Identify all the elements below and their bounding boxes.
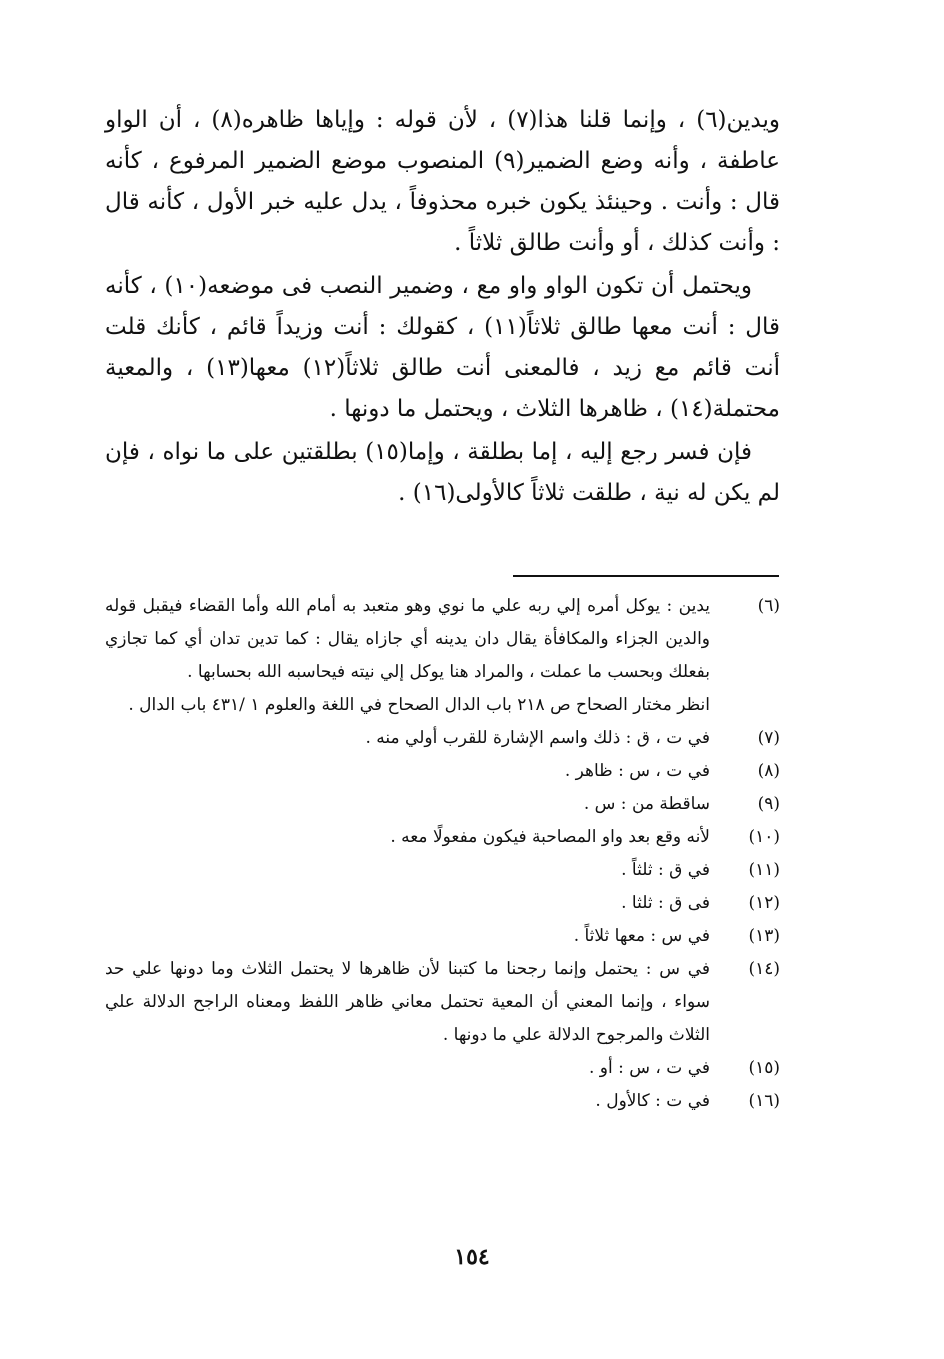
page-number: ١٥٤ [454,1244,490,1270]
footnote-number: (٩) [757,794,780,814]
footnote-number: (١٣) [748,926,780,946]
footnote-number: (١١) [748,860,780,880]
footnote-9 [105,788,780,821]
footnote-text: في س : يحتمل وإنما رجحنا ما كتبنا لأن ظاهرها لا يحتمل الثلاث وما دونها علي حد سواء ، وإنما المعني أن المعية تحتمل معاني ظاهر اللفظ ومعناه الراجح الدلالة علي الثلاث والمرجوح الدلالة علي ما دونها . [105,959,710,1045]
footnote-number: (١٢) [748,893,780,913]
footnote-12 [105,887,780,920]
footnote-text: ساقطة من : س . [583,794,710,814]
footnote-6-reference [105,689,780,722]
footnote-number: (٧) [757,728,780,748]
footnote-text: فى ق : ثلثا . [621,893,710,913]
footnote-separator [513,575,779,577]
footnote-text: في ت : كالأول . [595,1091,710,1111]
footnote-number: (٨) [757,761,780,781]
footnote-text: في ت ، س : أو . [588,1058,710,1078]
footnote-10 [105,821,780,854]
footnote-15 [105,1052,780,1085]
footnote-text: لأنه وقع بعد واو المصاحبة فيكون مفعولًا معه . [390,827,710,847]
footnote-8 [105,755,780,788]
footnote-text: يدين : يوكل أمره إلي ربه علي ما نوي وهو متعبد به أمام الله وأما القضاء فيقبل قوله والدين الجزاء والمكافأة يقال دان يدينه أي جازاه يقال : كما تدين تدان أي كما تجازي بفعلك وبحسب ما عملت ، والمراد هنا يوكل إلي نيته فيحاسبه الله بحسابها . [105,596,710,682]
footnote-text: في ق : ثلثاً . [621,860,710,880]
footnote-text: في س : معها ثلاثاً . [573,926,710,946]
footnote-text: انظر مختار الصحاح ص ٢١٨ باب الدال الصحاح في اللغة والعلوم ١ /٤٣١ باب الدال . [128,695,710,715]
footnote-text: في ت ، ق : ذلك واسم الإشارة للقرب أولي منه . [365,728,710,748]
footnote-number: (١٤) [748,959,780,979]
footnote-number: (١٠) [748,827,780,847]
main-text [105,100,780,516]
footnote-7 [105,722,780,755]
footnote-6 [105,590,780,689]
footnote-14 [105,953,780,1052]
footnote-13 [105,920,780,953]
footnote-16 [105,1085,780,1118]
footnote-number: (٦) [757,596,780,616]
footnote-number: (١٦) [748,1091,780,1111]
footnotes [105,590,780,1118]
footnote-11 [105,854,780,887]
body-paragraph-1: ويدين(٦) ، وإنما قلنا هذا(٧) ، لأن قوله : وإياها ظاهره(٨) ، أن الواو عاطفة ، وأنه وضع الضمير(٩) المنصوب موضع الضمير المرفوع ، كأنه قال : وأنت . وحينئذ يكون خبره محذوفاً ، يدل عليه خبر الأول ، كأنه قال : وأنت كذلك ، أو وأنت طالق ثلاثاً . [105,107,781,256]
footnote-text: في ت ، س : ظاهر . [564,761,710,781]
body-paragraph-3: فإن فسر رجع إليه ، إما بطلقة ، وإما(١٥) بطلقتين على ما نواه ، فإن لم يكن له نية ، طلقت ثلاثاً كالأولى(١٦) . [105,439,780,506]
footnote-number: (١٥) [748,1058,780,1078]
body-paragraph-2: ويحتمل أن تكون الواو واو مع ، وضمير النصب فى موضعه(١٠) ، كأنه قال : أنت معها طالق ثلاثاً(١١) ، كقولك : أنت وزيداً قائم ، كأنك قلت أنت قائم مع زيد ، فالمعنى أنت طالق ثلاثاً(١٢) معها(١٣) ، والمعية محتملة(١٤) ، ظاهرها الثلاث ، ويحتمل ما دونها . [105,273,781,422]
